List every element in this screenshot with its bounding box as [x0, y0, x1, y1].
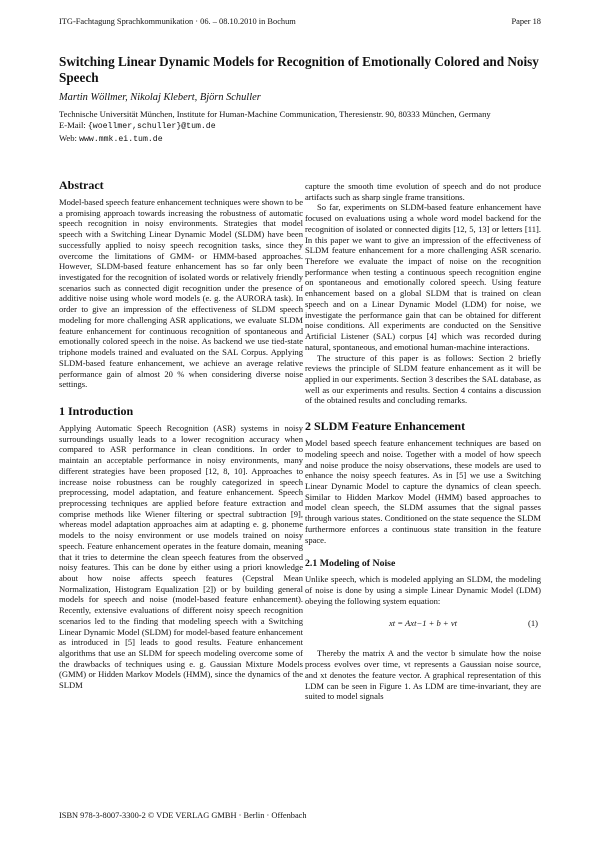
page-footer: ISBN 978-3-8007-3300-2 © VDE VERLAG GMBH · Berlin · Offenbach	[59, 811, 307, 820]
left-column	[59, 178, 303, 691]
introduction-heading: 1 Introduction	[59, 403, 134, 418]
subsection-heading: 2.1 Modeling of Noise	[305, 558, 396, 570]
intro-paragraph-2: So far, experiments on SLDM-based feature enhancement have focused on evaluations using a whole word model backend for the recognition of isolated or connected digits [12, 5, 13] or letters [11]. In this paper we want to give an impression of the effectiveness of SLDM feature enhancement for a more challenging ASR scenario. Therefore we evaluate the impact of noise on the recognition performance when testing a continuous speech recognition engine on spontaneous and emotionally colored speech. Using feature enhancement based on a global SLDM that is trained on clean speech and on a Linear Dynamic Model (LDM) for noise, we investigate the performance gain that can be obtained for different noise conditions. All experiments are conducted on the Sensitive Artificial Listener (SAL) corpus [4] which was recorded during natural, spontaneous, and emotional human-machine interactions.	[305, 202, 541, 352]
web-label: Web:	[59, 132, 80, 143]
abstract-heading: Abstract	[59, 178, 104, 192]
affiliation: Technische Universität München, Institute for Human-Machine Communication, Theresienstr. 90, 80333 München, Germany	[59, 109, 491, 119]
intro-paragraph-3: The structure of this paper is as follows: Section 2 briefly reviews the principle of SLDM feature enhancement as it will be applied in our experiments. Section 3 describes the SAL database, as well as our experiments and results. Section 4 contains a discussion of the obtained results and concluding remarks.	[305, 352, 541, 406]
header-left: ITG-Fachtagung Sprachkommunikation · 06. – 08.10.2010 in Bochum	[59, 17, 296, 26]
equation-expression: xt = Axt−1 + b + vt	[389, 618, 458, 629]
paper-title: Switching Linear Dynamic Models for Recognition of Emotionally Colored and Noisy Speech	[59, 54, 539, 85]
header-right: Paper 18	[511, 17, 541, 26]
running-header	[59, 17, 541, 26]
post-equation-text: Thereby the matrix A and the vector b simulate how the noise process evolves over time, vt represents a Gaussian noise source, and xt denotes the feature vector. A graphical representation of this LDM can be seen in Figure 1. As LDM are time-invariant, they are suited to model signals	[305, 648, 541, 702]
section2-heading: 2 SLDM Feature Enhancement	[305, 419, 466, 434]
email-line	[59, 120, 543, 133]
affiliation-block	[59, 109, 543, 146]
email-address[interactable]: {woellmer,schuller}@tum.de	[87, 121, 216, 131]
abstract-text: Model-based speech feature enhancement techniques were shown to be a promising approach towards increasing the robustness of automatic speech recognition in noisy environments. Strategies that model speech with a Switching Linear Dynamic Model (SLDM) have been successfully applied to noisy speech recognition tasks, since they overcome the limitations of GMM- or HMM-based approaches. However, SLDM-based feature enhancement has so far only been investigated for the recognition of isolated words or relatively friendly scenarios such as connected digit recognition under the presence of additive noise using whole word models (e. g. the AURORA task). In order to give an impression of the effectiveness of SLDM speech modeling for more challenging ASR applications, we evaluate SLDM feature enhancement for continuous recognition of spontaneous and emotionally colored speech in the noise. As backend we use tied-state triphone models trained and evaluated on the SAL Corpus. Applying SLDM-based feature enhancement, we achieve an average relative performance gain of almost 20 % when considering diverse noise settings.	[59, 197, 303, 390]
web-line	[59, 133, 543, 146]
introduction-text: Applying Automatic Speech Recognition (ASR) systems in noisy surroundings usually leads to a lower recognition accuracy when compared to ASR performance in clean conditions. In order to maintain an acceptable performance in noisy environments, many different strategies have been proposed [12, 8, 10]. Approaches to increase noise robustness can be roughly categorized in speech preprocessing, model adaptation, and feature enhancement. Speech preprocessing techniques are applied before feature extraction and comprise methods like Wiener filtering or spectral subtraction [9], whereas model adaptation approaches aim at adapting e. g. phoneme models to the noisy environment or use models trained on noisy speech. Feature enhancement operates in the feature domain, meaning that it tries to determine the clean speech features from the observed noisy features. This can be done by either using a priori knowledge about how noise affects speech features (Cepstral Mean Normalization, Histogram Equalization [2]) or by building general models for speech and noise (model-based feature enhancement). Recently, extensive evaluations of different noisy speech recognition scenarios led to the finding that modeling speech with a Switching Linear Dynamic Model (SLDM) for model-based feature enhancement as introduced in [5] leads to good results. Feature enhancement algorithms that use an SLDM for speech modeling overcome some of the drawbacks of techniques using e. g. Gaussian Mixture Models (GMM) or Hidden Markov Models (HMM), since the dynamics of the SLDM	[59, 422, 303, 691]
section2-text: Model based speech feature enhancement techniques are based on modeling speech and noise. Together with a model of how speech and noise produce the noisy observations, these models are used to enhance the noisy speech features. As in [5] we use a Switching Linear Dynamic Model to capture the dynamics of clean speech. Similar to Hidden Markov Model (HMM) based approaches to model clean speech, the SLDM assumes that the signal passes through various states. Conditioned on the state sequence the SLDM furthermore enforces a continuous state transition in the feature space.	[305, 438, 541, 545]
right-column	[305, 181, 541, 702]
subsection-text: Unlike speech, which is modeled applying an SLDM, the modeling of noise is done by using a simple Linear Dynamic Model (LDM) obeying the following system equation:	[305, 574, 541, 606]
paper-authors: Martin Wöllmer, Nikolaj Klebert, Björn Schuller	[59, 92, 261, 103]
equation-1	[305, 614, 541, 636]
web-link[interactable]: www.mmk.ei.tum.de	[79, 134, 163, 144]
intro-continuation: capture the smooth time evolution of speech and do not produce artifacts such as sharp single frame transitions.	[305, 181, 541, 202]
equation-number: (1)	[528, 618, 538, 629]
email-label: E-Mail:	[59, 119, 88, 130]
